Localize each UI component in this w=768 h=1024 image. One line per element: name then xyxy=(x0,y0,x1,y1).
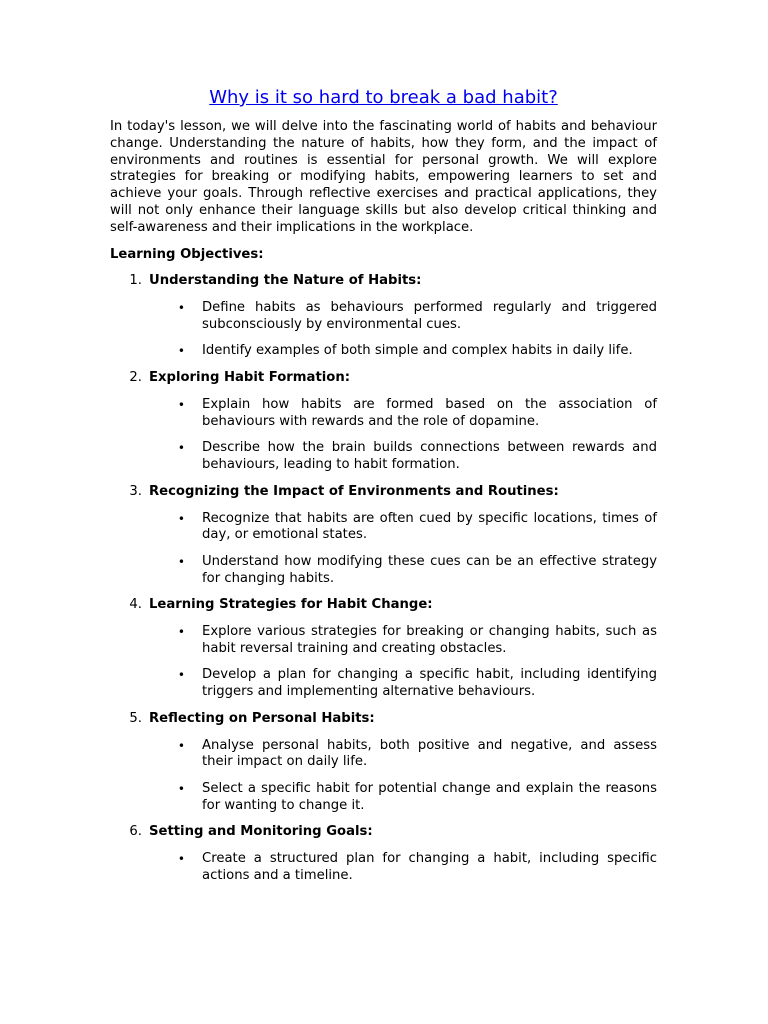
objective-number: 6. xyxy=(129,824,142,840)
document-page xyxy=(110,86,657,895)
objective-item xyxy=(110,484,657,588)
objective-title-row xyxy=(110,824,657,841)
bullet-icon: • xyxy=(177,738,185,753)
objective-item xyxy=(110,597,657,701)
bullet-icon: • xyxy=(177,781,185,796)
objective-title-row xyxy=(110,273,657,290)
objective-number: 3. xyxy=(129,483,142,499)
bullet-item xyxy=(110,738,657,772)
bullet-text: Define habits as behaviours performed regularly and triggered subconsciously by environmental cues. xyxy=(202,300,657,332)
objective-item xyxy=(110,273,657,360)
bullet-item xyxy=(110,343,657,360)
bullet-icon: • xyxy=(177,852,185,867)
objective-bullets xyxy=(110,511,657,588)
bullet-item xyxy=(110,511,657,545)
bullet-item xyxy=(110,624,657,658)
bullet-icon: • xyxy=(177,344,185,359)
bullet-icon: • xyxy=(177,511,185,526)
objective-item xyxy=(110,711,657,815)
bullet-item xyxy=(110,300,657,334)
bullet-text: Identify examples of both simple and complex habits in daily life. xyxy=(202,343,633,359)
bullet-item xyxy=(110,851,657,885)
objective-number: 1. xyxy=(129,273,142,289)
objective-bullets xyxy=(110,397,657,474)
bullet-item xyxy=(110,554,657,588)
objective-bullets xyxy=(110,738,657,815)
bullet-icon: • xyxy=(177,554,185,569)
document-title[interactable]: Why is it so hard to break a bad habit? xyxy=(209,87,558,108)
bullet-text: Recognize that habits are often cued by specific locations, times of day, or emotional states. xyxy=(202,510,657,543)
objective-bullets xyxy=(110,300,657,360)
objective-title: Learning Strategies for Habit Change: xyxy=(149,597,433,613)
objective-title-row xyxy=(110,370,657,387)
bullet-icon: • xyxy=(177,625,185,640)
bullet-item xyxy=(110,667,657,701)
objective-title: Recognizing the Impact of Environments and Routines: xyxy=(149,483,559,499)
objective-bullets xyxy=(110,851,657,885)
bullet-icon: • xyxy=(177,668,185,683)
bullet-text: Explore various strategies for breaking or changing habits, such as habit reversal training and creating obstacles. xyxy=(202,624,657,656)
objective-title-row xyxy=(110,484,657,501)
objective-title: Reflecting on Personal Habits: xyxy=(149,710,375,726)
objective-title: Setting and Monitoring Goals: xyxy=(149,824,373,840)
objective-number: 5. xyxy=(129,710,142,726)
objective-title-row xyxy=(110,711,657,728)
objective-number: 2. xyxy=(129,370,142,386)
bullet-text: Analyse personal habits, both positive and negative, and assess their impact on daily life. xyxy=(202,737,657,770)
objective-title-row xyxy=(110,597,657,614)
objectives-list xyxy=(110,273,657,884)
intro-paragraph: In today's lesson, we will delve into the fascinating world of habits and behaviour change. Understanding the nature of habits, how they form, and the impact of environments and routines is essential for personal growth. We will explore strategies for breaking or modifying habits, empowering learners to set and achieve your goals. Through reflective exercises and practical applications, they will not only enhance their language skills but also develop critical thinking and self-awareness and their implications in the workplace. xyxy=(110,119,657,235)
bullet-text: Develop a plan for changing a specific habit, including identifying triggers and implementing alternative behaviours. xyxy=(202,667,657,700)
objective-title: Understanding the Nature of Habits: xyxy=(149,273,422,289)
objective-number: 4. xyxy=(129,597,142,613)
bullet-icon: • xyxy=(177,301,185,316)
objective-title: Exploring Habit Formation: xyxy=(149,370,350,386)
objectives-heading: Learning Objectives: xyxy=(110,246,264,262)
bullet-text: Create a structured plan for changing a habit, including specific actions and a timeline. xyxy=(202,851,657,884)
objective-item xyxy=(110,824,657,884)
bullet-icon: • xyxy=(177,441,185,456)
bullet-text: Explain how habits are formed based on the association of behaviours with rewards and the role of dopamine. xyxy=(202,396,657,429)
bullet-icon: • xyxy=(177,397,185,412)
bullet-text: Understand how modifying these cues can be an effective strategy for changing habits. xyxy=(202,553,657,586)
objective-bullets xyxy=(110,624,657,701)
bullet-item xyxy=(110,440,657,474)
bullet-text: Describe how the brain builds connections between rewards and behaviours, leading to habit formation. xyxy=(202,440,657,472)
bullet-item xyxy=(110,397,657,431)
objective-item xyxy=(110,370,657,474)
bullet-text: Select a specific habit for potential change and explain the reasons for wanting to change it. xyxy=(202,780,657,813)
bullet-item xyxy=(110,781,657,815)
